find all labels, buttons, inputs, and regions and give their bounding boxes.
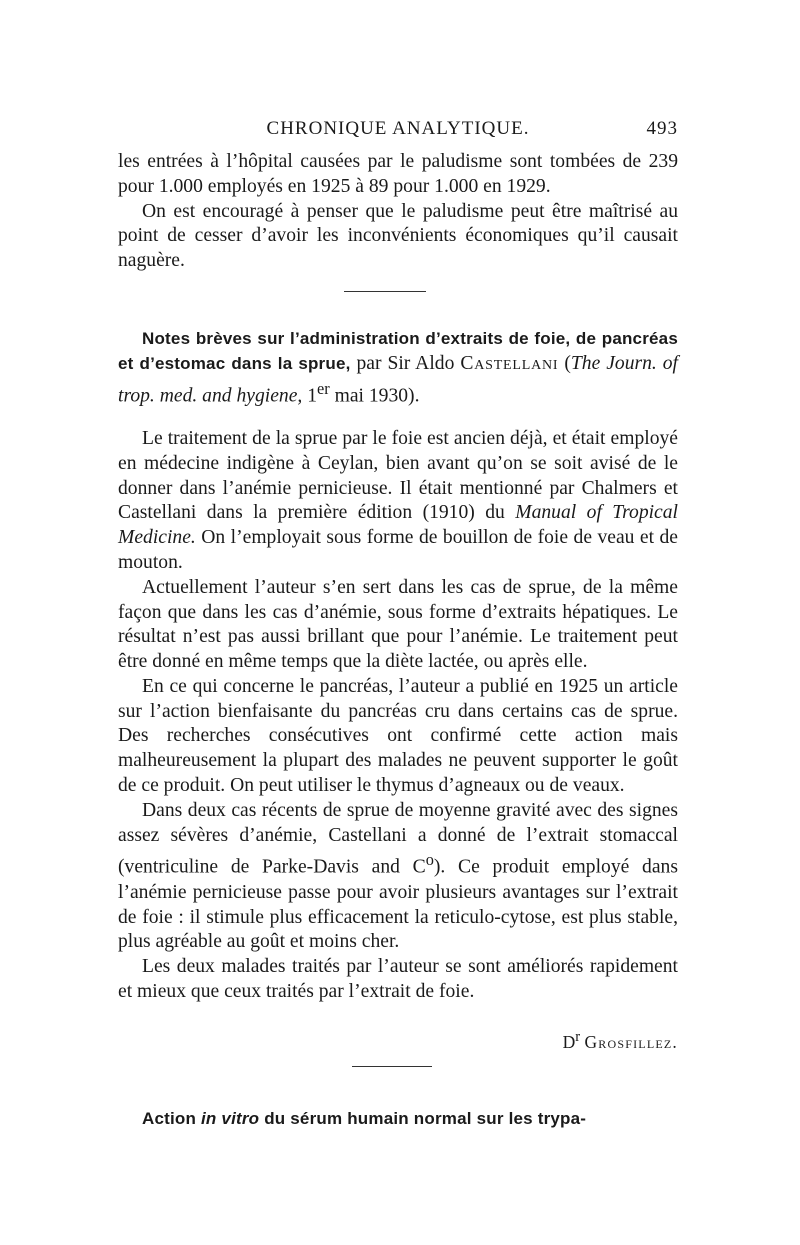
signature-prefix: D [562, 1031, 576, 1052]
article-paragraph [118, 799, 678, 955]
article-section [118, 327, 678, 1005]
source-date: mai 1930). [334, 385, 420, 407]
article-title: Notes brèves sur l’administration d’extraits de foie, de pancréas et d’estomac dans la sprue, [118, 329, 678, 373]
paragraph-text: Le traitement de la sprue par le foie est ancien déjà, et était employé en médecine indigène à Ceylan, bien avant qu’on se soit avisé de le donner dans l’anémie pernicieuse. Il était mentionné par Chalmers et Castellani dans la première édition (1910) du [118, 427, 678, 524]
article-byline: par Sir Aldo [356, 352, 455, 374]
page-number: 493 [646, 118, 678, 139]
source-day-sup: er [317, 378, 330, 398]
article-paragraph [118, 427, 678, 576]
section-divider [344, 291, 426, 292]
source-day: 1 [307, 385, 317, 407]
intro-paragraph: On est encouragé à penser que le paludisme peut être maîtrisé au point de cesser d’avoir les inconvénients économiques qu’il causait naguère. [118, 200, 678, 272]
intro-paragraph: les entrées à l’hôpital causées par le paludisme sont tombées de 239 pour 1.000 employés en 1925 à 89 pour 1.000 en 1929. [118, 151, 678, 197]
next-article-title [118, 1107, 678, 1132]
signature [563, 1029, 678, 1053]
source-journal: The Journ. of trop. med. and hygiene, [118, 352, 678, 407]
article-heading [118, 327, 678, 409]
next-article-heading [118, 1107, 678, 1132]
section-divider [352, 1066, 432, 1067]
paragraph-text: ). Ce produit employé dans l’anémie pernicieuse passe pour avoir plusieurs avantages sur l’extrait de foie : il stimule plus efficacement la reticulo-cytose, est plus stable, plus agréable au goût et moins cher. [118, 857, 678, 953]
cited-book-title: Manual of Tropical Medicine. [118, 502, 678, 549]
paragraph-text: On l’employait sous forme de bouillon de foie de veau et de mouton. [118, 527, 678, 573]
paragraph-text: Dans deux cas récents de sprue de moyenne gravité avec des signes assez sévères d’anémie, Castellani a donné de l’extrait stomaccal (ventriculine de Parke-Davis and C [118, 799, 678, 878]
article-paragraph: Actuellement l’auteur s’en sert dans les cas de sprue, de la même façon que dans les cas d’anémie, sous forme d’extraits hépatiques. Le résultat n’est pas aussi brillant que pour l’anémie. Le traitement peut être donné en même temps que la diète lactée, ou après elle. [118, 576, 678, 673]
next-title-start: Action [142, 1109, 197, 1128]
article-paragraph: Les deux malades traités par l’auteur se sont améliorés rapidement et mieux que ceux traités par l’extrait de foie. [118, 956, 678, 1002]
page-header [118, 118, 678, 148]
article-paragraph: En ce qui concerne le pancréas, l’auteur a publié en 1925 un article sur l’action bienfaisante du pancréas cru dans certains cas de sprue. Des recherches consécutives ont confirmé cette action mais malheureusement la plupart des malades ne peuvent supporter le goût de ce produit. On peut utiliser le thymus d’agneaux ou de veaux. [118, 675, 678, 797]
signature-sup: r [575, 1029, 581, 1045]
next-title-italic: in vitro [201, 1109, 260, 1128]
running-title: CHRONIQUE ANALYTIQUE. [266, 118, 530, 139]
source-open: ( [564, 352, 571, 374]
superscript: o [425, 850, 434, 870]
article-author: Castellani [460, 352, 559, 374]
intro-section [118, 150, 678, 274]
next-title-rest: du sérum humain normal sur les trypa- [264, 1109, 587, 1128]
signature-name: Grosfillez. [584, 1031, 678, 1052]
